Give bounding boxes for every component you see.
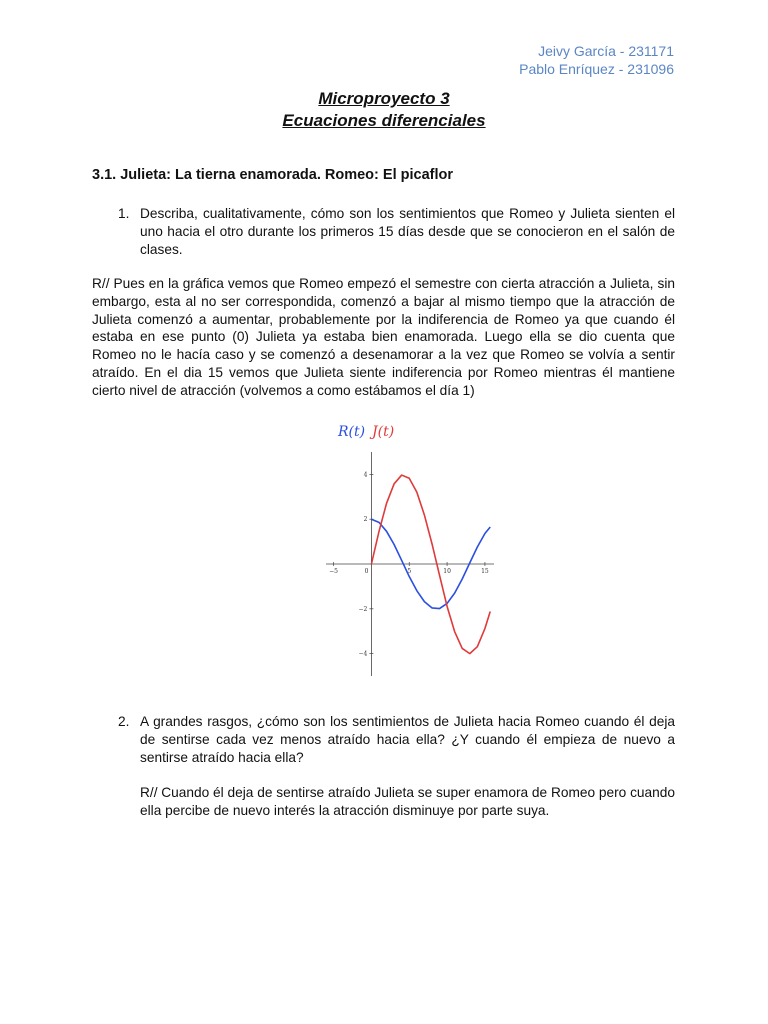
chart-svg [326, 418, 494, 678]
author-2: Pablo Enríquez - 231096 [519, 61, 674, 77]
title-line-1: Microproyecto 3 [318, 89, 450, 108]
question-1-text: Describa, cualitativamente, cómo son los sentimientos que Romeo y Julieta sienten el uno hacia el otro durante los primeros 15 días desde que se conocieron en el salón de clases. [140, 206, 675, 257]
chart [326, 418, 494, 678]
section-heading: 3.1. Julieta: La tierna enamorada. Romeo: El picaflor [92, 167, 453, 183]
question-2-number: 2. [118, 714, 130, 729]
answer-2-text: R// Cuando él deja de sentirse atraído Julieta se super enamora de Romeo pero cuando ella percibe de nuevo interés la atracción disminuye por parte suya. [140, 785, 675, 818]
question-2-text: A grandes rasgos, ¿cómo son los sentimientos de Julieta hacia Romeo cuando él deja de sentirse cada vez menos atraído hacia ella? ¿Y cuando él empieza de nuevo a sentirse atraído hacia ella? [140, 714, 675, 765]
question-1-number: 1. [118, 206, 130, 221]
x-tick-label: −5 [329, 568, 338, 575]
x-tick-label: 5 [407, 568, 412, 575]
title-line-2: Ecuaciones diferenciales [282, 111, 486, 130]
legend-label: J(t) [372, 424, 395, 440]
y-tick-label: −4 [358, 650, 368, 658]
y-tick-label: 2 [363, 516, 368, 524]
page-title [0, 88, 768, 132]
author-1: Jeivy García - 231171 [538, 43, 674, 59]
answer-1-text: R// Pues en la gráfica vemos que Romeo empezó el semestre con cierta atracción a Julieta, sin embargo, esta al no ser correspondida, comenzó a bajar al mismo tiempo que la atracción de Julieta comenzó a aumentar, probablemente por la indiferencia de Romeo ya que cuando él estaba en ese punto (0) Julieta ya estaba bien enamorada. Luego ella se dio cuenta que Romeo no le hacía caso y se comenzó a desenamorar a la vez que Romeo se volvía a sentir atraído. En el dia 15 vemos que Julieta siente indiferencia por Romeo mientras él mantiene cierto nivel de atracción (volvemos a como estábamos el día 1) [92, 276, 675, 398]
x-tick-label: 10 [443, 568, 451, 575]
legend-label: R(t) [338, 424, 366, 440]
x-tick-label: 15 [481, 568, 489, 575]
y-tick-label: −2 [358, 605, 368, 613]
authors [519, 42, 674, 78]
y-tick-label: 4 [363, 471, 368, 479]
origin-label: 0 [364, 568, 369, 575]
